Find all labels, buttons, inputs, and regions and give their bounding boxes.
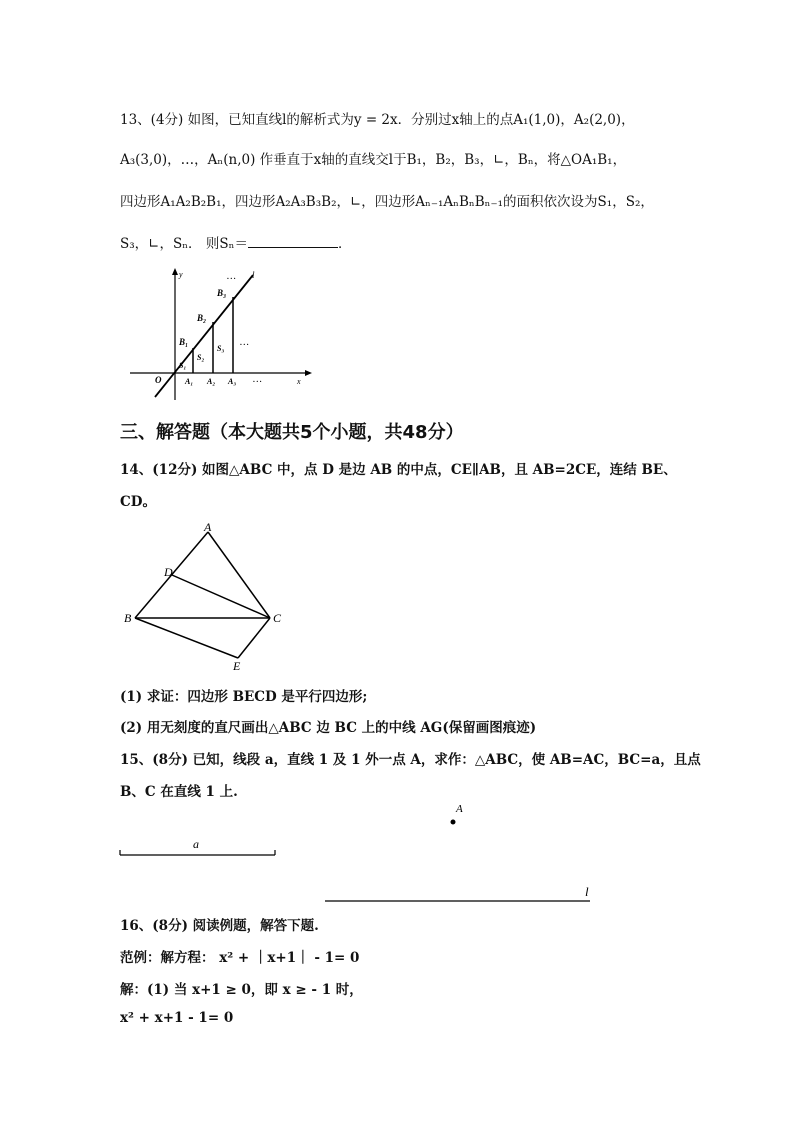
q16-example-equation: 范例：解方程： x² + ｜x+1｜ - 1= 0	[120, 950, 360, 966]
label-l: l	[252, 270, 255, 280]
label-dots-top: …	[227, 271, 236, 282]
label-C: C	[273, 611, 282, 625]
q16-line-1: 16、(8分) 阅读例题，解答下题.	[120, 918, 319, 934]
q14-subquestion-1: (1) 求证：四边形 BECD 是平行四边形;	[120, 689, 368, 705]
q13-line-4-end: ．	[337, 236, 352, 252]
label-A1: A₁	[185, 377, 194, 386]
q13-line-4	[120, 232, 351, 252]
q13-line-4-text: S₃，∟，Sₙ． 则Sₙ＝	[120, 236, 248, 252]
label-S1: S₁	[179, 361, 187, 370]
q14-line-1: 14、(12分) 如图△ABC 中，点 D 是边 AB 的中点，CE∥AB，且 AB=2CE，连结 BE、	[120, 462, 677, 478]
q16-solution-case: 解：(1) 当 x+1 ≥ 0，即 x ≥ - 1 时，	[120, 982, 363, 998]
y-axis-arrow	[172, 268, 178, 275]
x-axis-arrow	[305, 370, 312, 376]
q13-line-1: 13、(4分) 如图，已知直线l的解析式为y = 2x．分别过x轴上的点A₁(1,0)，A₂(2,0)，	[120, 112, 635, 128]
segment-BE	[135, 618, 238, 658]
label-dots-axis: …	[253, 374, 262, 385]
label-E: E	[233, 659, 241, 673]
label-x: x	[297, 377, 301, 386]
label-line-l: l	[585, 884, 589, 899]
label-dots-mid: …	[240, 337, 249, 348]
segment-CE	[238, 618, 270, 658]
q14-subquestion-2: (2) 用无刻度的直尺画出△ABC 边 BC 上的中线 AG(保留画图痕迹)	[120, 720, 537, 736]
label-B: B	[124, 611, 132, 625]
label-point-A: A	[456, 803, 463, 815]
q16-solution-equation: x² + x+1 - 1= 0	[120, 1010, 234, 1026]
point-A	[451, 820, 456, 825]
q15-construction-figure	[115, 798, 600, 908]
q15-line-2: B、C 在直线 1 上.	[120, 784, 238, 800]
label-A: A	[204, 520, 212, 534]
label-B1: B₁	[179, 337, 189, 347]
q14-triangle-figure	[120, 520, 290, 673]
label-S3: S₃	[217, 344, 225, 353]
line-l	[155, 275, 253, 397]
label-B2: B₂	[197, 313, 207, 323]
q13-line-3: 四边形A₁A₂B₂B₁，四边形A₂A₃B₃B₂，∟，四边形Aₙ₋₁AₙBₙBₙ₋₁的面积依次设为S₁，S₂，	[120, 194, 654, 210]
q13-line-2: A₃(3,0)，…，Aₙ(n,0) 作垂直于x轴的直线交l于B₁，B₂，B₃，∟，Bₙ，将△OA₁B₁，	[120, 152, 627, 168]
answer-blank	[248, 235, 338, 248]
q13-line-graph-figure	[125, 265, 315, 405]
section-3-title: 三、解答题（本大题共5个小题，共48分）	[120, 422, 464, 443]
label-D: D	[164, 565, 173, 579]
label-y: y	[179, 270, 183, 279]
q14-line-2: CD。	[120, 494, 156, 510]
label-A3: A₃	[228, 377, 237, 386]
label-B3: B₃	[217, 288, 227, 298]
label-segment-a: a	[193, 837, 199, 851]
label-S2: S₂	[197, 353, 205, 362]
label-O: O	[155, 375, 162, 385]
q15-line-1: 15、(8分) 已知，线段 a，直线 1 及 1 外一点 A，求作：△ABC，使 AB=AC，BC=a，且点	[120, 752, 701, 768]
label-A2: A₂	[207, 377, 216, 386]
